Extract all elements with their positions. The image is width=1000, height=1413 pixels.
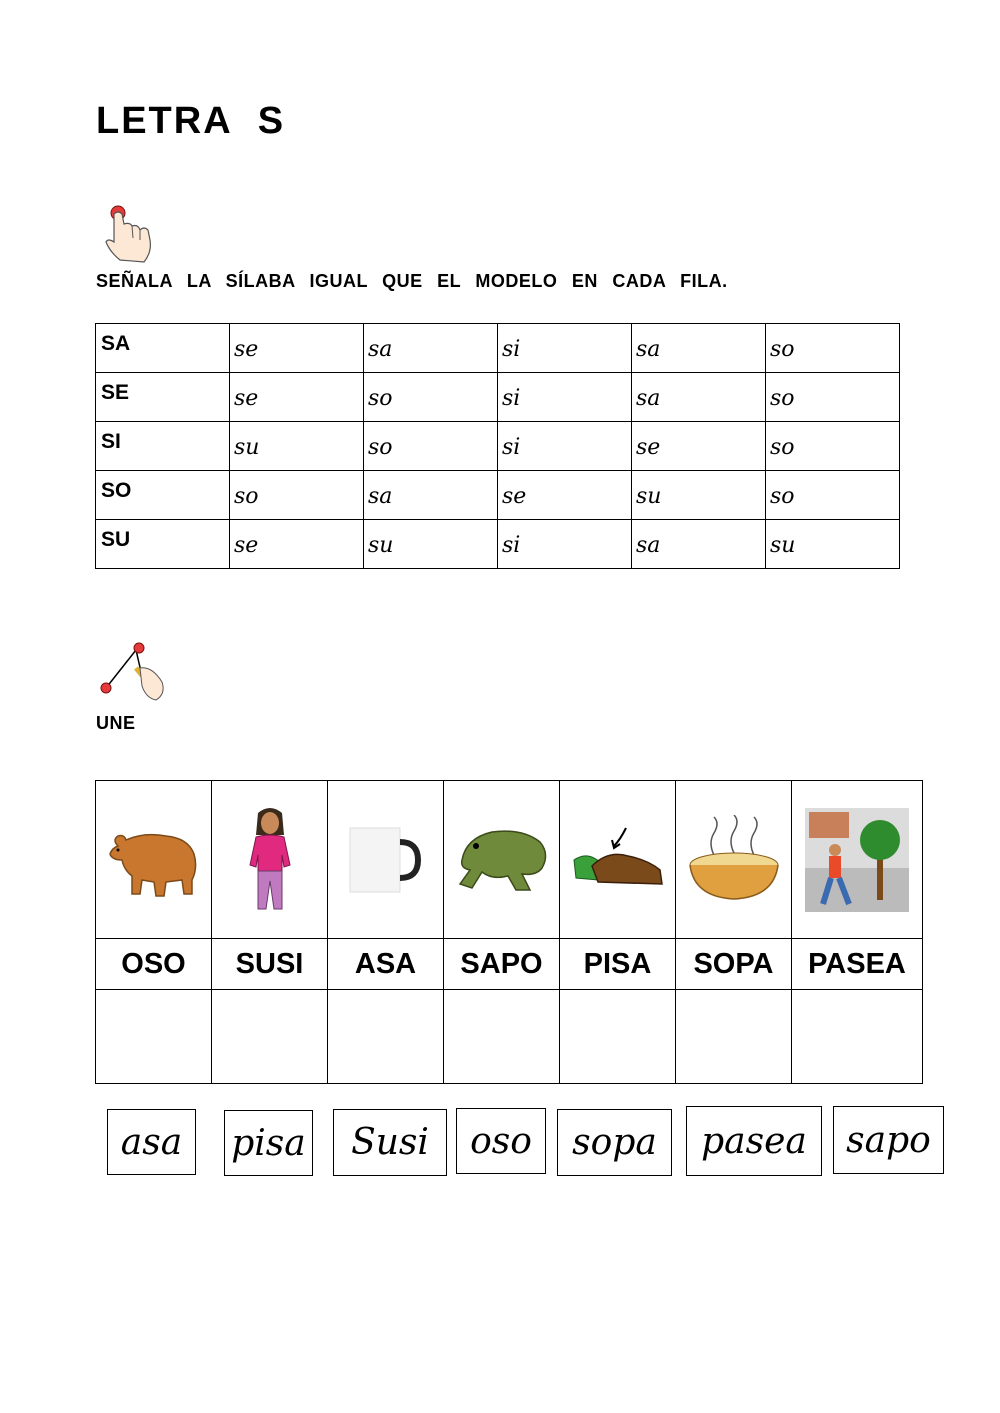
syllable-table bbox=[95, 323, 900, 569]
word-label: PISA bbox=[560, 939, 676, 990]
bear-icon bbox=[104, 820, 204, 900]
connect-dots-pencil-icon bbox=[96, 638, 170, 704]
word-label: OSO bbox=[96, 939, 212, 990]
model-syllable: SA bbox=[96, 324, 230, 373]
model-syllable: SU bbox=[96, 520, 230, 569]
syllable-option[interactable]: se bbox=[230, 324, 364, 373]
picture-cell bbox=[444, 781, 560, 939]
soup-bowl-icon bbox=[684, 815, 784, 905]
shoe-stepping-icon bbox=[568, 820, 668, 900]
syllable-option[interactable]: so bbox=[766, 324, 900, 373]
syllable-option[interactable]: se bbox=[498, 471, 632, 520]
word-row bbox=[96, 939, 923, 990]
picture-cell bbox=[212, 781, 328, 939]
syllable-option[interactable]: su bbox=[766, 520, 900, 569]
syllable-option[interactable]: so bbox=[364, 422, 498, 471]
syllable-option[interactable]: sa bbox=[632, 324, 766, 373]
cursive-word-card[interactable]: asa bbox=[107, 1109, 196, 1175]
word-label: SOPA bbox=[676, 939, 792, 990]
answer-row bbox=[96, 990, 923, 1084]
cursive-word-card[interactable]: Susi bbox=[333, 1109, 447, 1176]
cursive-word-card[interactable]: oso bbox=[456, 1108, 546, 1174]
answer-drop-cell[interactable] bbox=[792, 990, 923, 1084]
syllable-option[interactable]: si bbox=[498, 324, 632, 373]
pointing-finger-icon bbox=[98, 200, 158, 266]
syllable-option[interactable]: su bbox=[230, 422, 364, 471]
table-row bbox=[96, 520, 900, 569]
syllable-option[interactable]: sa bbox=[632, 373, 766, 422]
table-row bbox=[96, 324, 900, 373]
syllable-option[interactable]: si bbox=[498, 373, 632, 422]
syllable-option[interactable]: so bbox=[766, 422, 900, 471]
model-syllable: SI bbox=[96, 422, 230, 471]
table-row bbox=[96, 422, 900, 471]
syllable-option[interactable]: so bbox=[364, 373, 498, 422]
syllable-option[interactable]: se bbox=[632, 422, 766, 471]
word-picture-table bbox=[95, 780, 923, 1084]
mug-icon bbox=[346, 820, 426, 900]
picture-cell bbox=[792, 781, 923, 939]
girl-icon bbox=[240, 805, 300, 915]
syllable-option[interactable]: su bbox=[364, 520, 498, 569]
answer-drop-cell[interactable] bbox=[212, 990, 328, 1084]
picture-cell bbox=[96, 781, 212, 939]
toad-icon bbox=[452, 820, 552, 900]
answer-drop-cell[interactable] bbox=[444, 990, 560, 1084]
page-title: LETRA S bbox=[96, 100, 286, 142]
model-syllable: SE bbox=[96, 373, 230, 422]
syllable-option[interactable]: se bbox=[230, 373, 364, 422]
syllable-option[interactable]: si bbox=[498, 520, 632, 569]
word-label: SAPO bbox=[444, 939, 560, 990]
table-row bbox=[96, 373, 900, 422]
word-label: SUSI bbox=[212, 939, 328, 990]
word-label: ASA bbox=[328, 939, 444, 990]
syllable-option[interactable]: sa bbox=[632, 520, 766, 569]
picture-cell bbox=[560, 781, 676, 939]
cursive-word-card[interactable]: pisa bbox=[224, 1110, 313, 1176]
answer-drop-cell[interactable] bbox=[676, 990, 792, 1084]
answer-drop-cell[interactable] bbox=[560, 990, 676, 1084]
answer-drop-cell[interactable] bbox=[96, 990, 212, 1084]
instruction-select-syllable: SEÑALA LA SÍLABA IGUAL QUE EL MODELO EN CADA FILA. bbox=[96, 271, 728, 291]
picture-cell bbox=[676, 781, 792, 939]
word-label: PASEA bbox=[792, 939, 923, 990]
syllable-option[interactable]: so bbox=[230, 471, 364, 520]
picture-cell bbox=[328, 781, 444, 939]
syllable-option[interactable]: so bbox=[766, 471, 900, 520]
syllable-option[interactable]: sa bbox=[364, 471, 498, 520]
person-walking-icon bbox=[805, 808, 909, 912]
picture-row bbox=[96, 781, 923, 939]
model-syllable: SO bbox=[96, 471, 230, 520]
table-row bbox=[96, 471, 900, 520]
syllable-option[interactable]: si bbox=[498, 422, 632, 471]
cursive-word-card[interactable]: sopa bbox=[557, 1109, 672, 1176]
syllable-option[interactable]: se bbox=[230, 520, 364, 569]
syllable-option[interactable]: so bbox=[766, 373, 900, 422]
instruction-connect: UNE bbox=[96, 713, 136, 733]
answer-drop-cell[interactable] bbox=[328, 990, 444, 1084]
cursive-word-card[interactable]: pasea bbox=[686, 1106, 822, 1176]
cursive-word-card[interactable]: sapo bbox=[833, 1106, 944, 1174]
syllable-option[interactable]: su bbox=[632, 471, 766, 520]
syllable-option[interactable]: sa bbox=[364, 324, 498, 373]
